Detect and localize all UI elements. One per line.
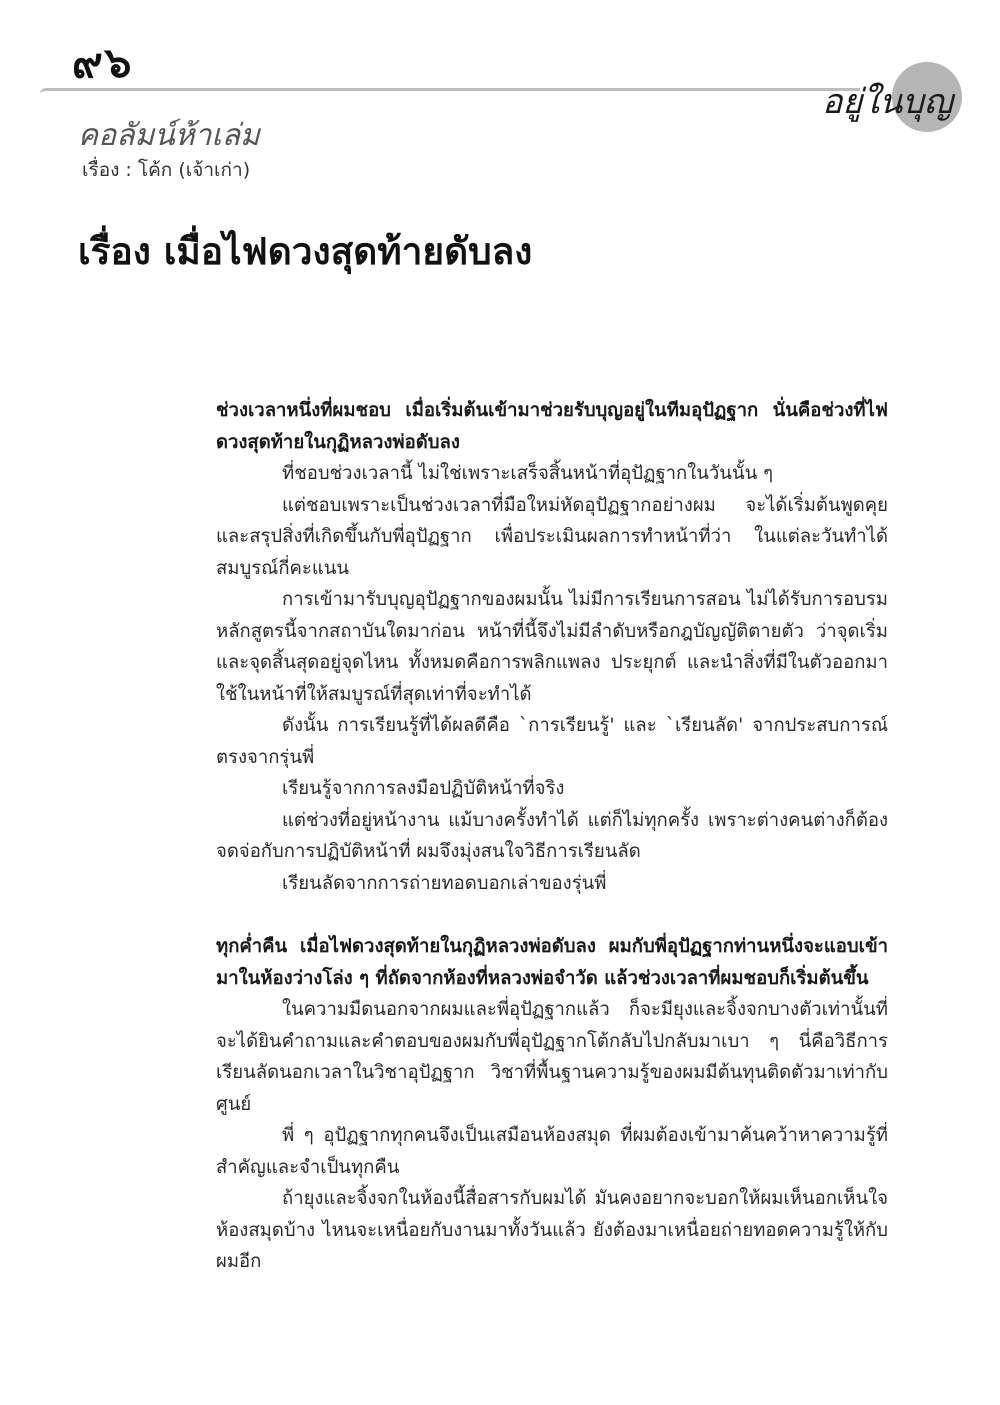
paragraph: แต่ชอบเพราะเป็นช่วงเวลาที่มือใหม่หัดอุปัฏฐากอย่างผม จะได้เริ่มต้นพูดคุยและสรุปสิ่งที่เกิดขึ้นกับพี่อุปัฏฐาก เพื่อประเมินผลการทำหน้าที่ว่า ในแต่ละวันทำได้สมบูรณ์กี่คะแนน (216, 494, 888, 579)
column-name: คอลัมน์ห้าเล่ม (78, 118, 260, 153)
paragraph: ในความมืดนอกจากผมและพี่อุปัฏฐากแล้ว ก็จะมียุงและจิ้งจกบางตัวเท่านั้นที่จะได้ยินคำถามและคำตอบของผมกับพี่อุปัฏฐากโต้กลับไปกลับมาเบา ๆ นี่คือวิธีการเรียนลัดนอกเวลาในวิชาอุปัฏฐาก วิชาที่พื้นฐานความรู้ของผมมีต้นทุนติดตัวมาเท่ากับศูนย์ (216, 999, 888, 1115)
lead-paragraph: ทุกค่ำคืน เมื่อไฟดวงสุดท้ายในกุฏิหลวงพ่อดับลง ผมกับพี่อุปัฏฐากท่านหนึ่งจะแอบเข้ามาในห้องว่างโล่ง ๆ ที่ถัดจากห้องที่หลวงพ่อจำวัด แล้วช่วงเวลาที่ผมชอบก็เริ่มต้นขึ้น (216, 936, 888, 989)
article-title: เรื่อง เมื่อไฟดวงสุดท้ายดับลง (78, 230, 533, 273)
author-line: เรื่อง : โค้ก (เจ้าเก่า) (82, 159, 251, 181)
paragraph: ดังนั้น การเรียนรู้ที่ได้ผลดีคือ `การเรียนรู้' และ `เรียนลัด' จากประสบการณ์ตรงจากรุ่นพี่ (216, 715, 888, 768)
paragraph: ถ้ายุงและจิ้งจกในห้องนี้สื่อสารกับผมได้ มันคงอยากจะบอกให้ผมเห็นอกเห็นใจห้องสมุดบ้าง ไหนจะเหนื่อยกับงานมาทั้งวันแล้ว ยังต้องมาเหนื่อยถ่ายทอดความรู้ให้กับผมอีก (216, 1188, 888, 1272)
paragraph: เรียนรู้จากการลงมือปฏิบัติหน้าที่จริง (282, 778, 565, 799)
article-body (216, 395, 888, 1278)
header-rule (40, 88, 860, 101)
publication-logo (822, 62, 972, 134)
lead-paragraph: ช่วงเวลาหนึ่งที่ผมชอบ เมื่อเริ่มต้นเข้ามาช่วยรับบุญอยู่ในทีมอุปัฏฐาก นั่นคือช่วงที่ไฟดวงสุดท้ายในกุฏิหลวงพ่อดับลง (216, 400, 888, 453)
logo-text: อยู่ในบุญ (822, 82, 953, 122)
paragraph: แต่ช่วงที่อยู่หน้างาน แม้บางครั้งทำได้ แต่ก็ไม่ทุกครั้ง เพราะต่างคนต่างก็ต้องจดจ่อกับการปฏิบัติหน้าที่ ผมจึงมุ่งสนใจวิธีการเรียนลัด (216, 809, 888, 862)
section-gap (216, 899, 888, 931)
paragraph: พี่ ๆ อุปัฏฐากทุกคนจึงเป็นเสมือนห้องสมุด ที่ผมต้องเข้ามาค้นคว้าหาความรู้ที่สำคัญและจำเป็นทุกคืน (216, 1125, 888, 1178)
paragraph: ที่ชอบช่วงเวลานี้ ไม่ใช่เพราะเสร็จสิ้นหน้าที่อุปัฏฐากในวันนั้น ๆ (282, 463, 774, 484)
paragraph: การเข้ามารับบุญอุปัฏฐากของผมนั้น ไม่มีการเรียนการสอน ไม่ได้รับการอบรมหลักสูตรนี้จากสถาบันใดมาก่อน หน้าที่นี้จึงไม่มีลำดับหรือกฎบัญญัติตายตัว ว่าจุดเริ่มและจุดสิ้นสุดอยู่จุดไหน ทั้งหมดคือการพลิกแพลง ประยุกต์ และนำสิ่งที่มีในตัวออกมาใช้ในหน้าที่ให้สมบูรณ์ที่สุดเท่าที่จะทำได้ (216, 589, 888, 705)
paragraph: เรียนลัดจากการถ่ายทอดบอกเล่าของรุ่นพี่ (282, 872, 607, 894)
page-number: ๙๖ (72, 38, 134, 87)
